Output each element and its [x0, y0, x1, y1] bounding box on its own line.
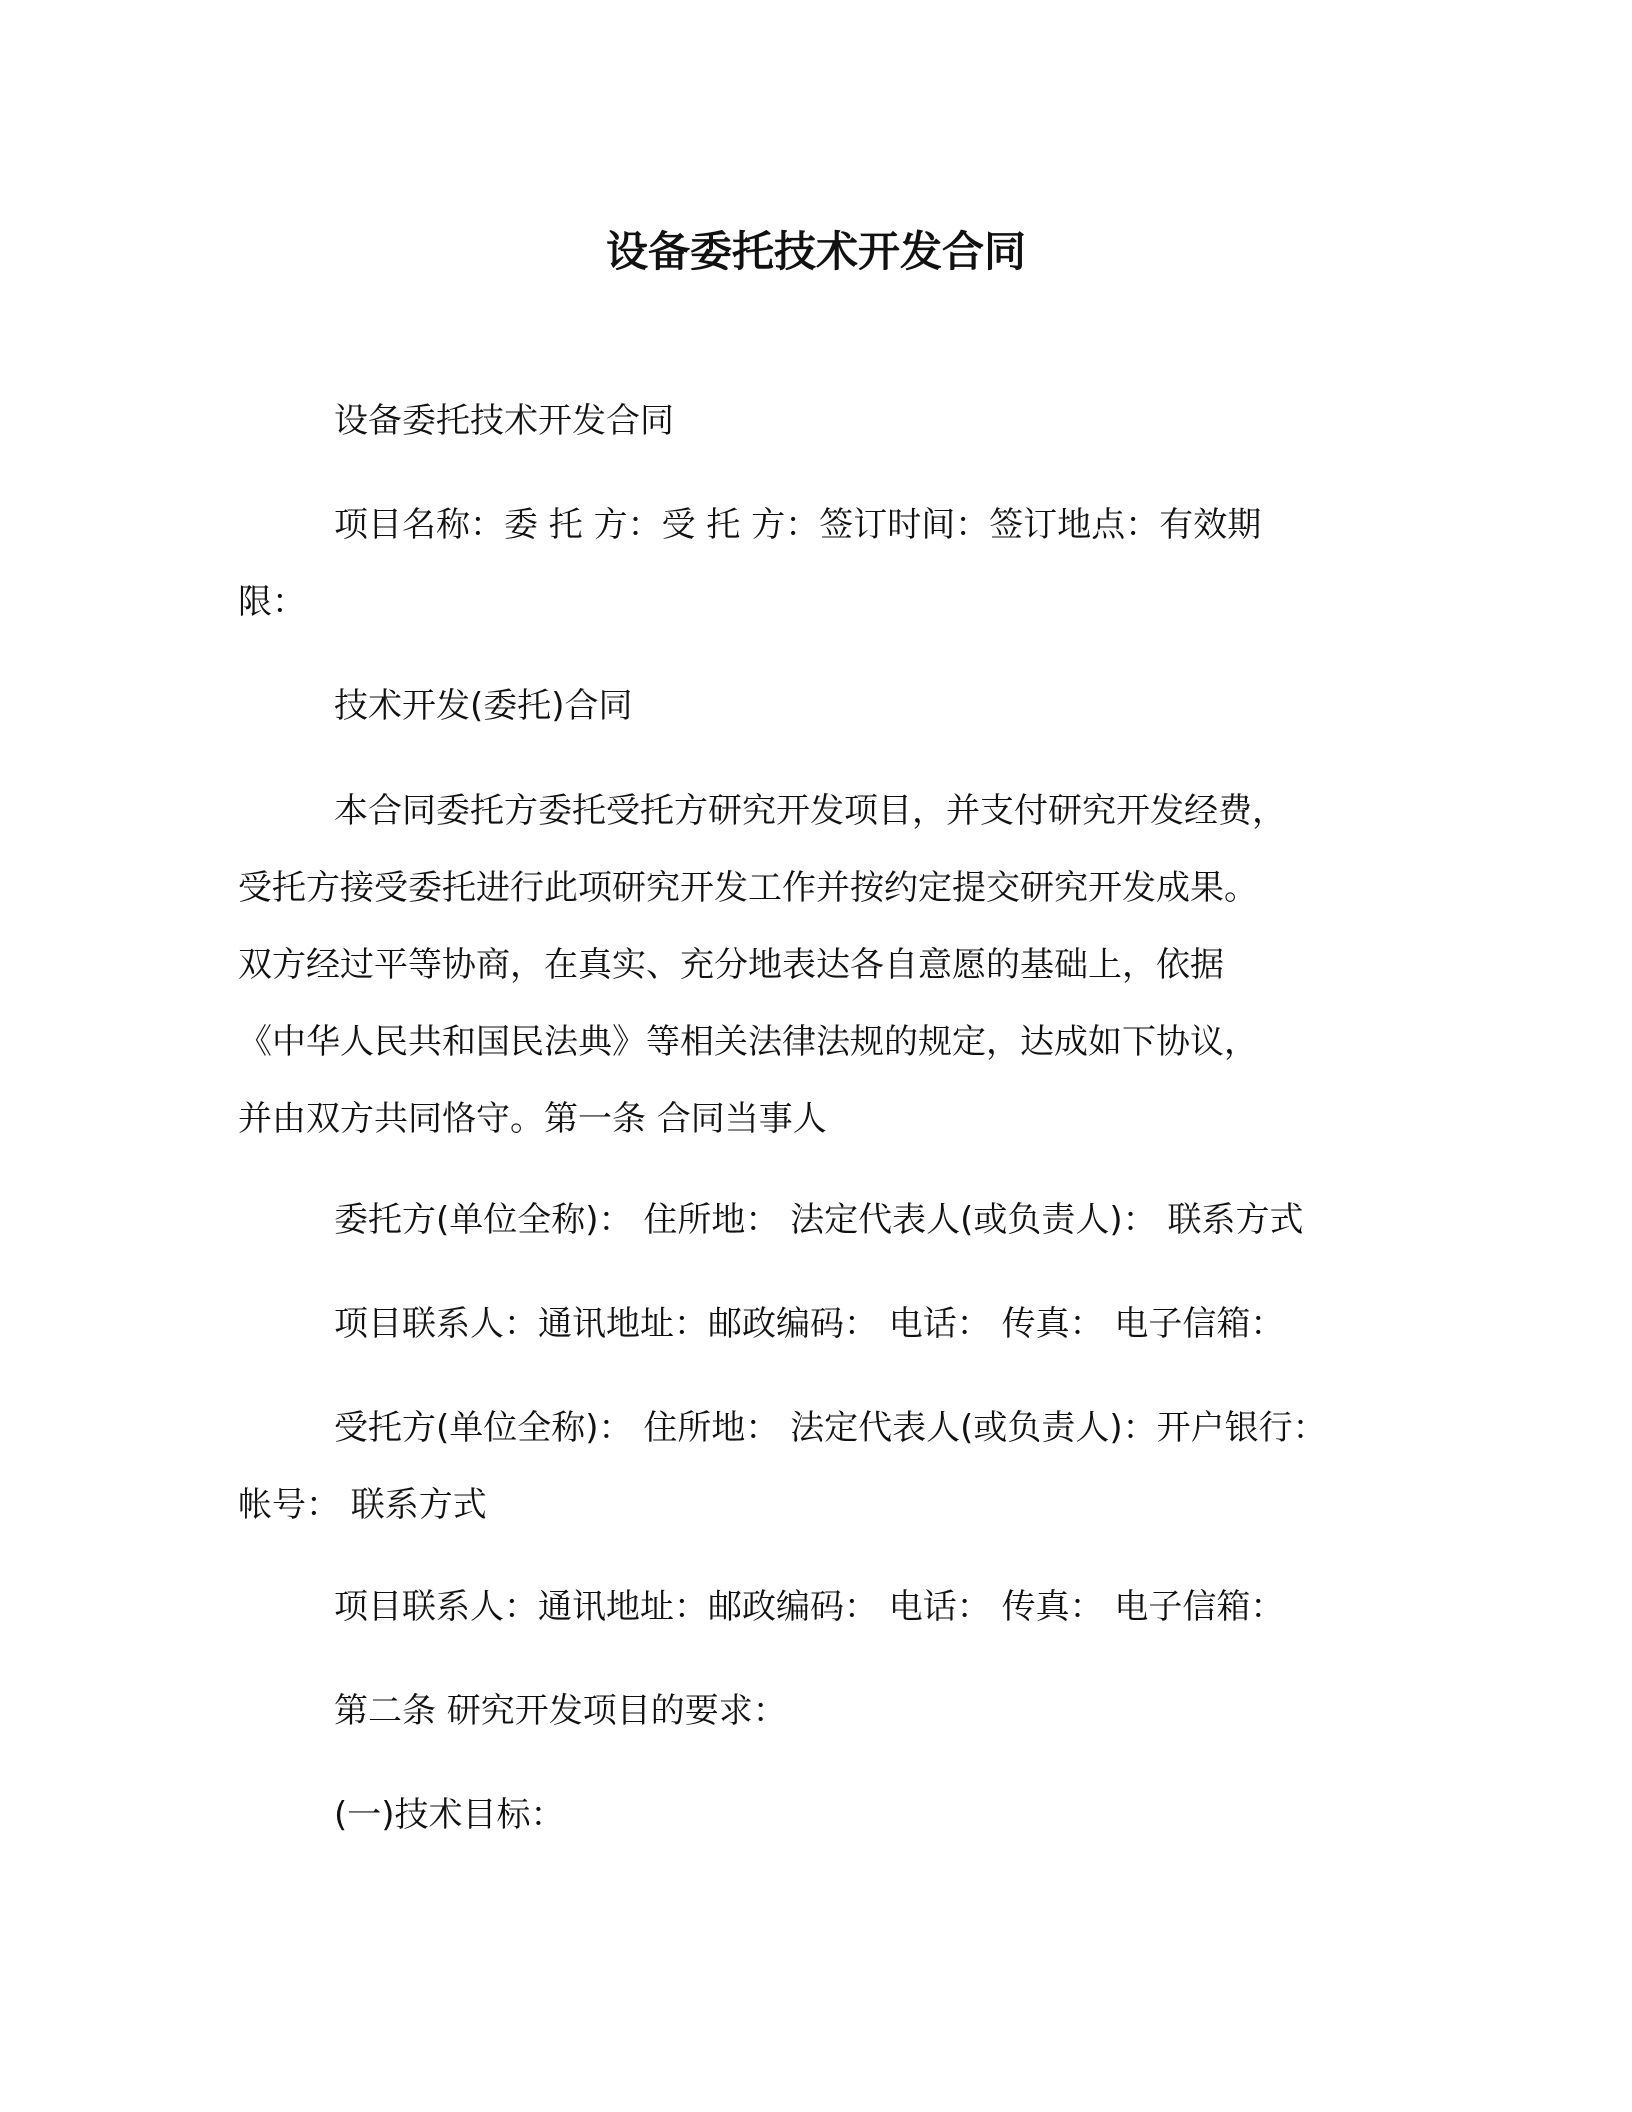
paragraph-line: 受托方接受委托进行此项研究开发工作并按约定提交研究开发成果。	[238, 868, 1258, 908]
paragraph-line: 项目名称：委 托 方：受 托 方：签订时间：签订地点：有效期	[334, 505, 1262, 545]
paragraph-line: 限：	[238, 582, 306, 622]
paragraph-line: 第二条 研究开发项目的要求：	[334, 1691, 787, 1731]
paragraph-line: 技术开发(委托)合同	[334, 686, 633, 726]
paragraph-contractor-contact	[238, 1569, 1394, 1646]
document-title: 设备委托技术开发合同	[605, 227, 1026, 276]
paragraph-line: 并由双方共同恪守。第一条 合同当事人	[238, 1099, 827, 1139]
paragraph-contractor-info	[238, 1390, 1394, 1544]
paragraph-client-contact	[238, 1286, 1394, 1363]
paragraph-contract-type	[238, 668, 1394, 745]
paragraph-technical-goal	[238, 1777, 1394, 1854]
paragraph-article-two	[238, 1673, 1394, 1750]
paragraph-project-info	[238, 487, 1394, 641]
paragraph-client-info	[238, 1182, 1394, 1259]
paragraph-line: 项目联系人：通讯地址：邮政编码： 电话： 传真： 电子信箱：	[334, 1304, 1285, 1344]
paragraph-line: 帐号： 联系方式	[238, 1485, 487, 1525]
paragraph-subtitle	[238, 383, 1394, 460]
paragraph-line: 《中华人民共和国民法典》等相关法律法规的规定，达成如下协议，	[238, 1022, 1258, 1062]
paragraph-line: 设备委托技术开发合同	[334, 401, 674, 441]
paragraph-line: 受托方(单位全称)： 住所地： 法定代表人(或负责人)：开户银行：	[334, 1408, 1327, 1448]
paragraph-line: 双方经过平等协商，在真实、充分地表达各自意愿的基础上，依据	[238, 945, 1224, 985]
paragraph-line: 本合同委托方委托受托方研究开发项目，并支付研究开发经费，	[334, 791, 1286, 831]
paragraph-preamble	[238, 773, 1394, 1158]
paragraph-line: (一)技术目标：	[334, 1795, 565, 1835]
paragraph-line: 委托方(单位全称)： 住所地： 法定代表人(或负责人)： 联系方式	[334, 1200, 1304, 1240]
paragraph-line: 项目联系人：通讯地址：邮政编码： 电话： 传真： 电子信箱：	[334, 1587, 1285, 1627]
